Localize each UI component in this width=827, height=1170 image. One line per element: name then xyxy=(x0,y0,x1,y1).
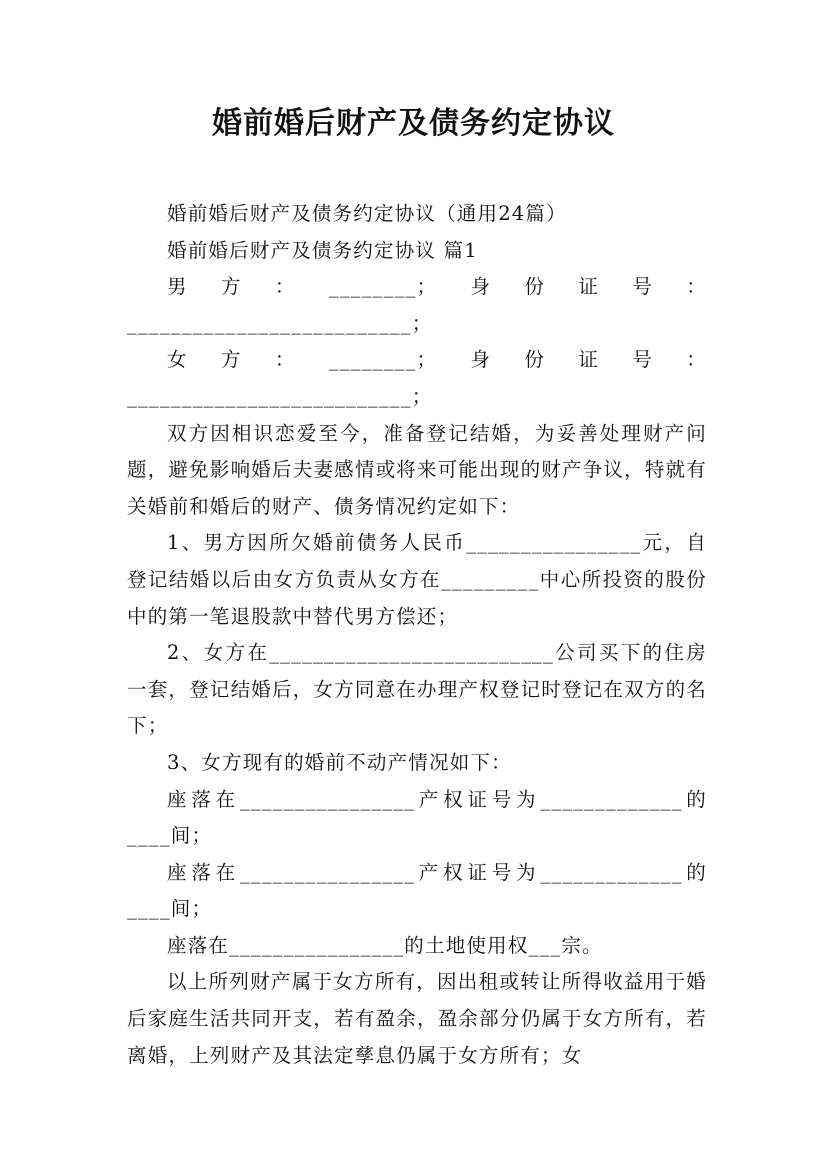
paragraph-female-party: 女方：________；身份证号：__________________________； xyxy=(127,348,707,408)
document-title: 婚前婚后财产及债务约定协议 xyxy=(212,106,615,141)
paragraph-summary: 以上所列财产属于女方所有，因出租或转让所得收益用于婚后家庭生活共同开支，若有盈余，盈余部分仍属于女方所有，若离婚，上列财产及其法定孳息仍属于女方所有；女 xyxy=(127,970,707,1067)
paragraph-clause-2: 2、女方在__________________________公司买下的住房一套，登记结婚后，女方同意在办理产权登记时登记在双方的名下； xyxy=(127,641,707,738)
paragraph-property-1: 座落在________________产权证号为_____________的____间； xyxy=(127,787,707,848)
paragraph-clause-1: 1、男方因所欠婚前债务人民币________________元，自登记结婚以后由女方负责从女方在_________中心所投资的股份中的第一笔退股款中替代男方偿还； xyxy=(127,531,707,628)
paragraph-preamble: 双方因相识恋爱至今，准备登记结婚，为妥善处理财产问题，避免影响婚后夫妻感情或将来可能出现的财产争议，特就有关婚前和婚后的财产、债务情况约定如下： xyxy=(127,421,707,518)
paragraph-clause-3: 3、女方现有的婚前不动产情况如下： xyxy=(167,750,512,774)
document-body xyxy=(127,196,707,1074)
paragraph-land: 座落在________________的土地使用权___宗。 xyxy=(167,933,603,957)
paragraph-male-party: 男方：________；身份证号：__________________________； xyxy=(127,275,707,335)
paragraph-property-2: 座落在________________产权证号为_____________的____间； xyxy=(127,860,707,921)
paragraph-chapter-heading: 婚前婚后财产及债务约定协议 篇1 xyxy=(167,238,478,262)
paragraph-intro: 婚前婚后财产及债务约定协议（通用24篇） xyxy=(167,202,567,225)
